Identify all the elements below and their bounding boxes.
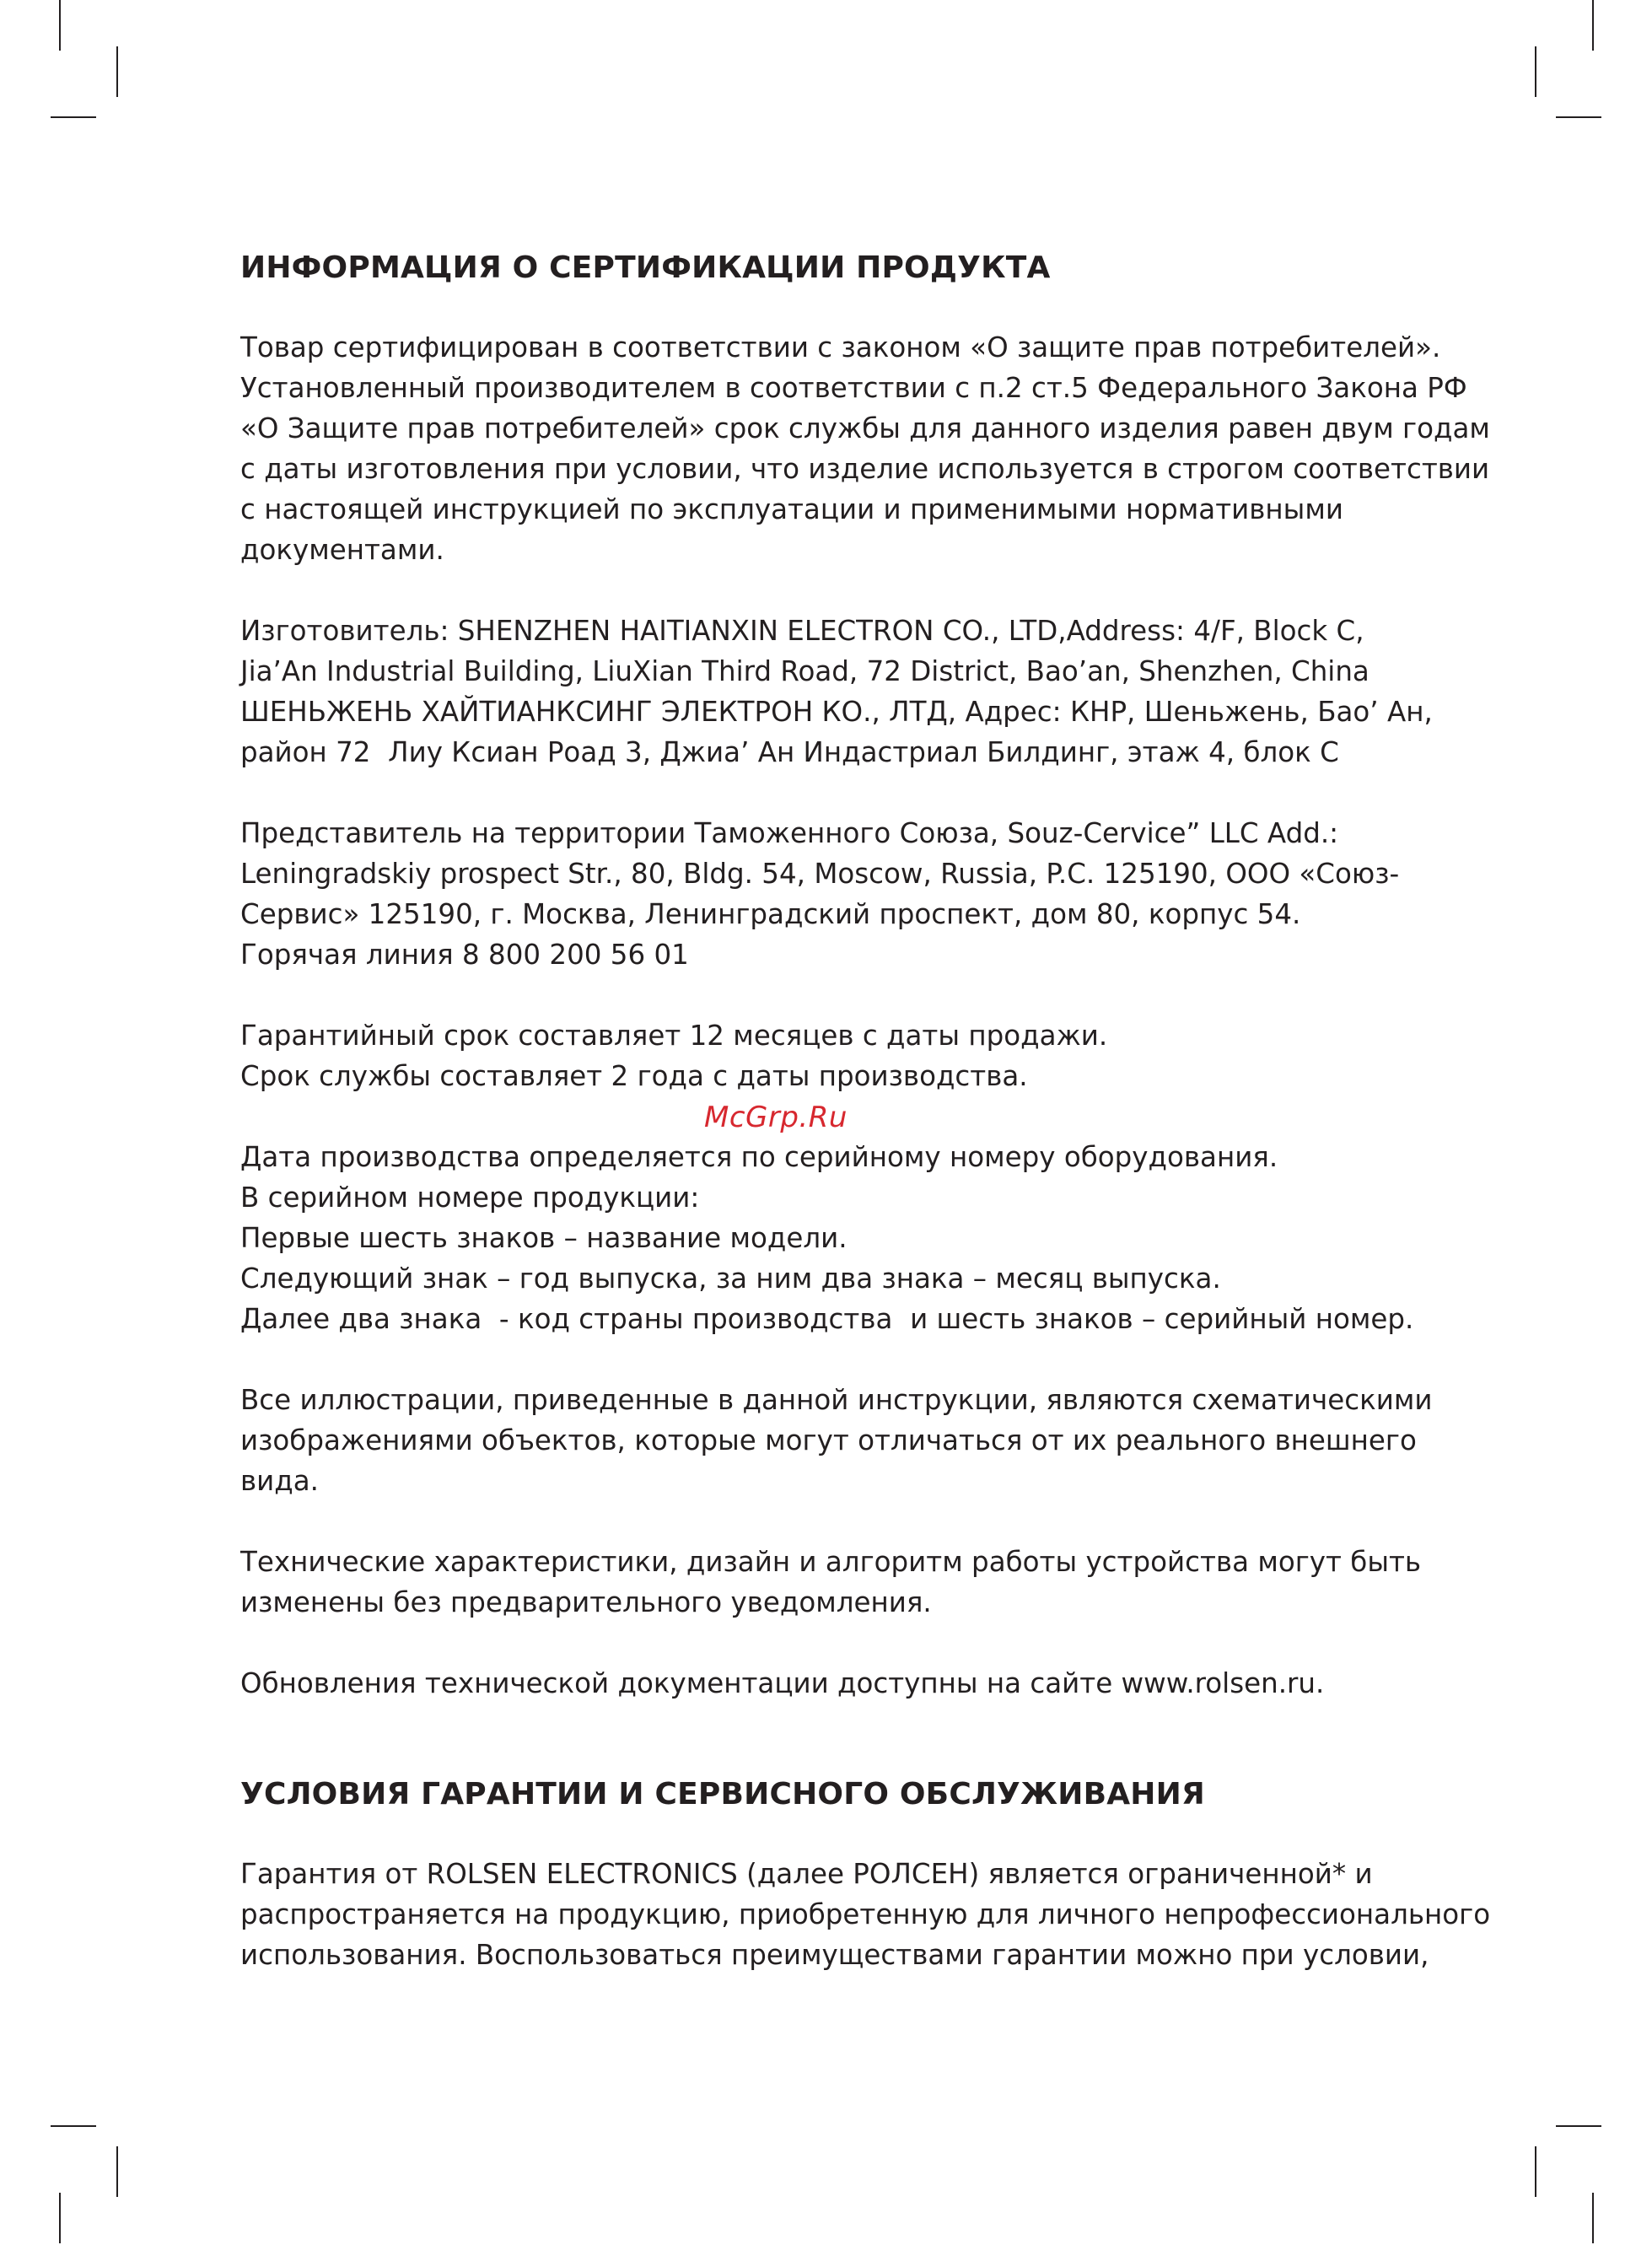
crop-mark <box>59 0 61 51</box>
crop-mark <box>51 2125 96 2127</box>
illustrations-paragraph: Все иллюстрации, приведенные в данной инструкции, являются схематическими изображениями объектов, которые могут отличаться от их реального внешнего вида. <box>240 1384 1433 1497</box>
warranty-heading: УСЛОВИЯ ГАРАНТИИ И СЕРВИСНОГО ОБСЛУЖИВАНИЯ <box>240 1777 1205 1812</box>
certification-paragraph: Товар сертифицирован в соответствии с законом «О защите прав потребителей». Установленный производителем в соответствии с п.2 ст.5 Федерального Закона РФ «О Защите прав потребителей» срок службы для данного изделия равен двум годам с даты изготовления при условии, что изделие используется в строгом соответствии с настоящей инструкцией по эксплуатации и применимыми нормативными документами. <box>240 331 1490 566</box>
crop-mark <box>51 116 96 118</box>
certification-heading: ИНФОРМАЦИЯ О СЕРТИФИКАЦИИ ПРОДУКТА <box>240 250 1051 285</box>
crop-mark <box>1592 2193 1594 2243</box>
serial-number-paragraph: Дата производства определяется по серийному номеру оборудования. В серийном номере продукции: Первые шесть знаков – название модели. Следующий знак – год выпуска, за ним два знака – месяц выпуска. Далее два знака - код страны производства и шесть знаков – серийный номер. <box>240 1141 1414 1335</box>
crop-mark <box>59 2193 61 2243</box>
crop-mark <box>1535 2146 1536 2197</box>
crop-mark <box>1535 46 1536 97</box>
warranty-paragraph: Гарантия от ROLSEN ELECTRONICS (далее РОЛСЕН) является ограниченной* и распространяется на продукцию, приобретенную для личного непрофессионального использования. Воспользоваться преимуществами гарантии можно при условии, <box>240 1858 1491 1971</box>
watermark: McGrp.Ru <box>704 1101 848 1134</box>
warranty-period-paragraph: Гарантийный срок составляет 12 месяцев с даты продажи. Срок службы составляет 2 года с даты производства. <box>240 1020 1108 1092</box>
crop-mark <box>1556 116 1601 118</box>
crop-mark <box>1556 2125 1601 2127</box>
specifications-paragraph: Технические характеристики, дизайн и алгоритм работы устройства могут быть изменены без предварительного уведомления. <box>240 1546 1422 1618</box>
crop-mark <box>116 46 118 97</box>
crop-mark <box>116 2146 118 2197</box>
manufacturer-paragraph: Изготовитель: SHENZHEN HAITIANXIN ELECTRON CO., LTD,Address: 4/F, Block C, Jia’An Industrial Building, LiuXian Third Road, 72 District, Bao’an, Shenzhen, China ШЕНЬЖЕНЬ ХАЙТИАНКСИНГ ЭЛЕКТРОН КО., ЛТД, Адрес: КНР, Шеньжень, Бао’ Ан, район 72 Лиу Ксиан Роад 3, Джиа’ Ан Индастриал Билдинг, этаж 4, блок С <box>240 615 1433 768</box>
representative-paragraph: Представитель на территории Таможенного Союза, Souz-Cervice” LLC Add.: Leningradskiy prospect Str., 80, Bldg. 54, Moscow, Russia, P.C. 125190, ООО «Союз- Сервис» 125190, г. Москва, Ленинградский проспект, дом 80, корпус 54. Горячая линия 8 800 200 56 01 <box>240 817 1400 971</box>
crop-mark <box>1592 0 1594 51</box>
documentation-updates-paragraph: Обновления технической документации доступны на сайте www.rolsen.ru. <box>240 1667 1325 1699</box>
